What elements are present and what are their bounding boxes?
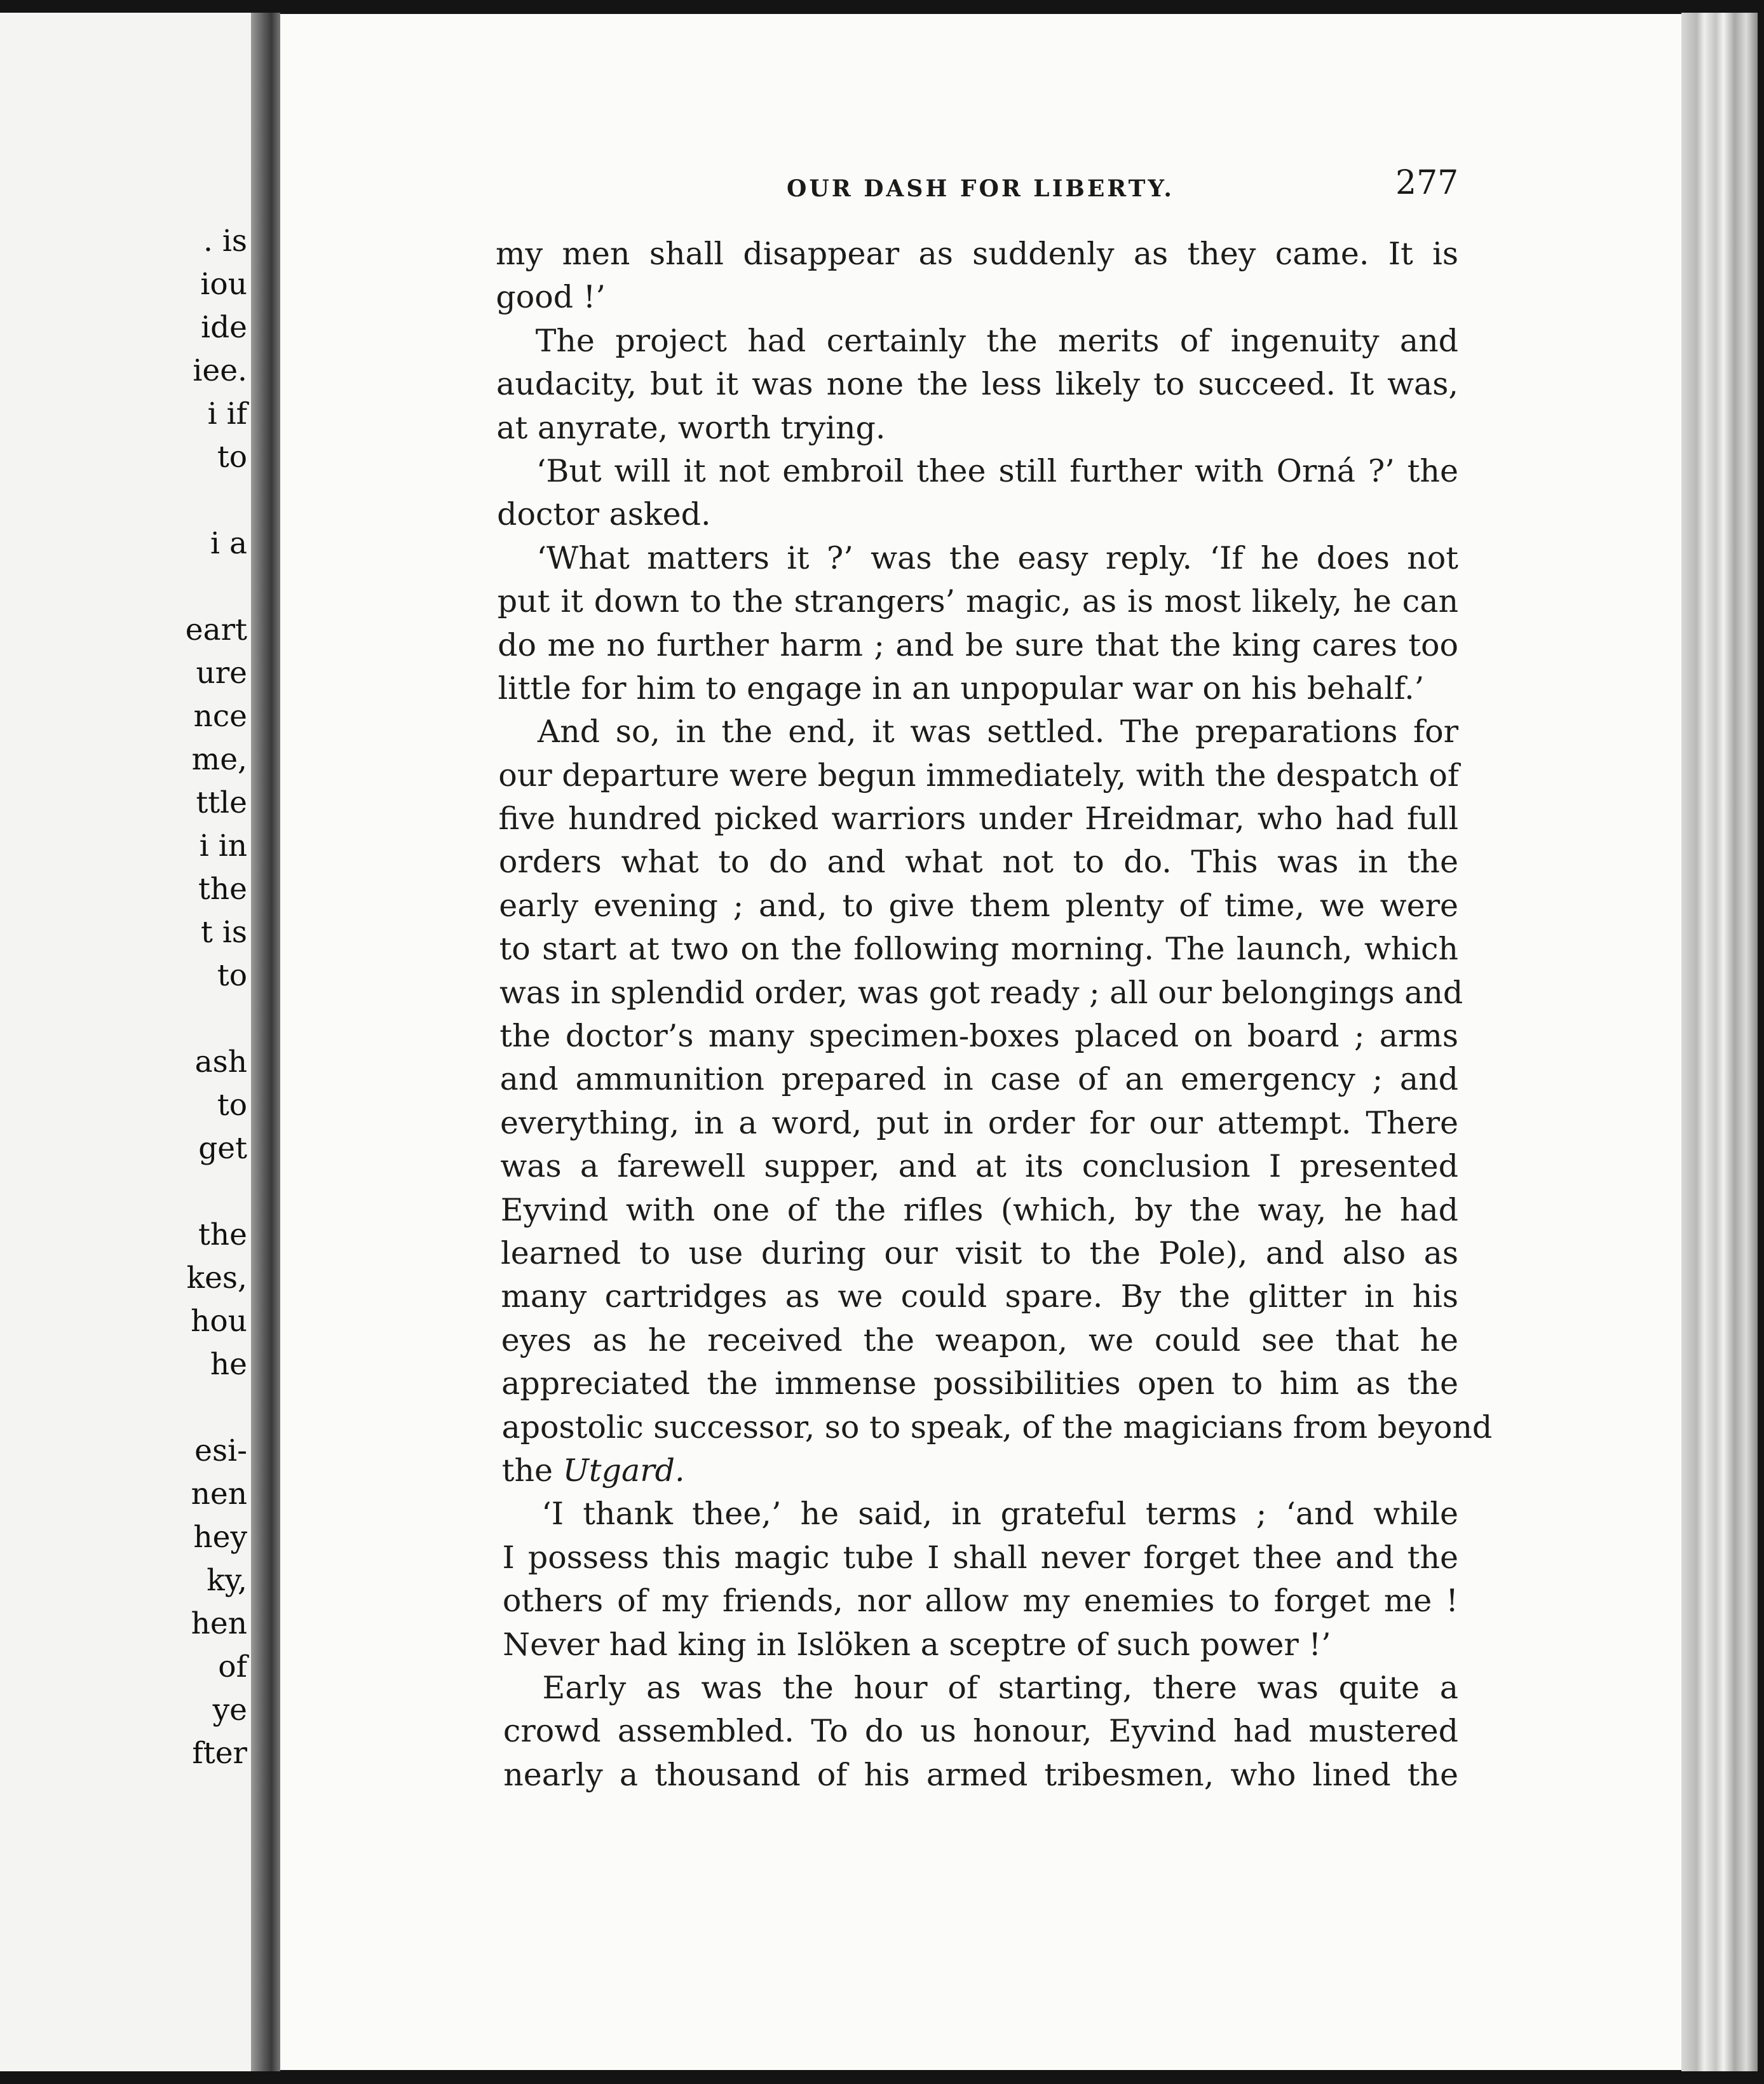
page-number: 277 xyxy=(1395,164,1459,202)
text-line-content: the xyxy=(501,1452,563,1489)
text-line xyxy=(498,624,1458,667)
text-line xyxy=(500,1058,1458,1101)
text-line-content: apostolic successor, so to speak, of the magicians from beyond xyxy=(501,1409,1493,1445)
text-line xyxy=(503,1710,1458,1753)
text-line xyxy=(503,1623,1458,1667)
text-line xyxy=(496,276,1458,319)
text-line-content: others of my friends, nor allow my enemies to forget me ! xyxy=(502,1583,1458,1620)
text-line-content: Early as was the hour of starting, there was quite a xyxy=(542,1669,1458,1706)
text-line-content: little for him to engage in an unpopular war on his behalf.’ xyxy=(498,670,1425,707)
text-line-content: Eyvind with one of the rifles (which, by the way, he had xyxy=(500,1191,1458,1228)
left-page-line-fragment: he xyxy=(210,1347,247,1382)
text-line xyxy=(501,1319,1458,1362)
text-line-content: orders what to do and what not to do. This was in the xyxy=(498,844,1458,881)
left-page-line-fragment: ttle xyxy=(196,785,247,820)
text-line-content: everything, in a word, put in order for our attempt. There xyxy=(500,1104,1458,1141)
text-line-content: And so, in the end, it was settled. The preparations for xyxy=(537,714,1458,750)
left-page-line-fragment: to xyxy=(217,1088,247,1123)
text-line xyxy=(496,320,1458,363)
text-line xyxy=(499,797,1458,841)
left-page-line-fragment: i if xyxy=(207,396,247,431)
left-page-line-fragment: iou xyxy=(200,267,247,302)
left-page-line-fragment: kes, xyxy=(186,1261,247,1296)
text-line-content: put it down to the strangers’ magic, as is most likely, he can xyxy=(497,583,1458,620)
left-page-line-fragment: ash xyxy=(194,1045,247,1079)
text-line-content: The project had certainly the merits of ingenuity and xyxy=(535,322,1458,359)
text-line-content: audacity, but it was none the less likely to succeed. It was, xyxy=(496,366,1458,403)
text-line-content: learned to use during our visit to the Pole), and also as xyxy=(501,1235,1458,1271)
left-page-line-fragment: nce xyxy=(193,699,247,734)
left-page-line-fragment: hou xyxy=(191,1304,247,1339)
text-line xyxy=(500,1102,1458,1145)
text-line xyxy=(502,1449,1458,1492)
text-line xyxy=(498,754,1458,797)
text-line xyxy=(501,1362,1458,1405)
text-line-content: the doctor’s many specimen-boxes placed on board ; arms xyxy=(499,1018,1458,1055)
text-line xyxy=(498,710,1458,754)
text-line xyxy=(499,884,1458,928)
text-line xyxy=(501,1189,1458,1232)
text-line xyxy=(496,407,1458,450)
text-line-content: many cartridges as we could spare. By the glitter in his xyxy=(501,1278,1458,1315)
text-line xyxy=(498,667,1459,710)
left-page-line-fragment: i a xyxy=(210,526,247,561)
text-line xyxy=(497,450,1458,493)
left-page-line-fragment: ide xyxy=(201,310,247,345)
left-page-line-fragment: hen xyxy=(191,1606,247,1641)
text-line-content: my men shall disappear as suddenly as they came. It is xyxy=(496,236,1458,272)
left-page-line-fragment: of xyxy=(218,1649,247,1684)
text-line-content: ‘But will it not embroil thee still further with Orná ?’ the xyxy=(536,452,1458,489)
book-gutter xyxy=(251,13,280,2071)
text-line-content: good !’ xyxy=(496,279,606,316)
left-page-line-fragment: ky, xyxy=(207,1563,247,1598)
left-page-line-fragment: the xyxy=(198,1217,247,1252)
page-edges xyxy=(1681,13,1758,2071)
text-line xyxy=(497,537,1458,580)
text-line xyxy=(501,1232,1458,1275)
left-page-line-fragment: t is xyxy=(201,915,247,950)
left-page-line-fragment: to xyxy=(217,958,247,993)
left-page-line-fragment: iee. xyxy=(193,353,247,388)
text-line xyxy=(498,580,1458,623)
text-line-content: early evening ; and, to give them plenty of time, we were xyxy=(499,887,1458,924)
left-page-line-fragment: ure xyxy=(196,656,247,691)
left-page-line-fragment: . is xyxy=(203,224,247,259)
left-page-line-fragment: to xyxy=(217,440,247,475)
left-page-line-fragment: i in xyxy=(199,829,247,863)
left-page-line-fragment: me, xyxy=(191,742,247,777)
text-line-content: ‘What matters it ?’ was the easy reply. ‘If he does not xyxy=(536,539,1458,576)
text-line-content: appreciated the immense possibilities open to him as the xyxy=(501,1365,1458,1402)
running-head: OUR DASH FOR LIBERTY. xyxy=(787,175,1174,202)
left-page-line-fragment: fter xyxy=(192,1736,247,1771)
text-line-content: eyes as he received the weapon, we could see that he xyxy=(501,1322,1458,1358)
left-page-line-fragment: nen xyxy=(191,1477,247,1512)
text-line xyxy=(499,841,1458,884)
left-page-line-fragment: hey xyxy=(193,1520,247,1555)
left-page-line-fragment: the xyxy=(198,872,247,907)
text-line-content: was in splendid order, was got ready ; all our belongings and xyxy=(499,974,1463,1011)
text-line-content: crowd assembled. To do us honour, Eyvind had mustered xyxy=(503,1713,1458,1750)
italic-text: Utgard. xyxy=(562,1452,685,1489)
text-line-content: ‘I thank thee,’ he said, in grateful terms ; ‘and while xyxy=(541,1496,1458,1533)
text-line xyxy=(501,1406,1493,1449)
text-line-content: doctor asked. xyxy=(497,496,711,533)
text-line-content: five hundred picked warriors under Hreidmar, who had full xyxy=(498,801,1458,837)
text-line xyxy=(502,1492,1458,1536)
text-line-content: to start at two on the following morning. The launch, which xyxy=(499,931,1458,968)
text-line-content: our departure were begun immediately, with the despatch of xyxy=(498,757,1460,794)
text-line xyxy=(501,1275,1458,1318)
text-line-content: at anyrate, worth trying. xyxy=(496,409,886,446)
text-line xyxy=(503,1580,1458,1623)
text-line xyxy=(499,928,1458,971)
text-line xyxy=(497,493,1458,536)
text-line xyxy=(496,233,1458,276)
text-line xyxy=(503,1536,1459,1580)
left-facing-page xyxy=(0,13,251,2071)
text-line-content: was a farewell supper, and at its conclusion I presented xyxy=(500,1148,1458,1185)
left-page-line-fragment: esi- xyxy=(194,1433,247,1468)
text-line-content: Never had king in Islöken a sceptre of such power !’ xyxy=(503,1626,1331,1663)
text-line xyxy=(500,1145,1458,1188)
text-line-content: nearly a thousand of his armed tribesmen, who lined the xyxy=(503,1756,1458,1793)
text-line-content: I possess this magic tube I shall never forget thee and the xyxy=(502,1539,1458,1576)
text-line xyxy=(496,363,1458,406)
left-page-line-fragment: eart xyxy=(185,612,247,647)
text-line xyxy=(503,1667,1458,1710)
text-line xyxy=(503,1754,1458,1797)
text-line-content: and ammunition prepared in case of an emergency ; and xyxy=(499,1061,1458,1098)
body-text xyxy=(496,233,1493,1797)
text-line-content: do me no further harm ; and be sure that the king cares too xyxy=(498,626,1458,663)
left-page-line-fragment: ye xyxy=(212,1693,247,1728)
text-line xyxy=(499,1015,1458,1058)
left-page-line-fragment: get xyxy=(198,1131,247,1166)
text-line xyxy=(499,971,1463,1015)
